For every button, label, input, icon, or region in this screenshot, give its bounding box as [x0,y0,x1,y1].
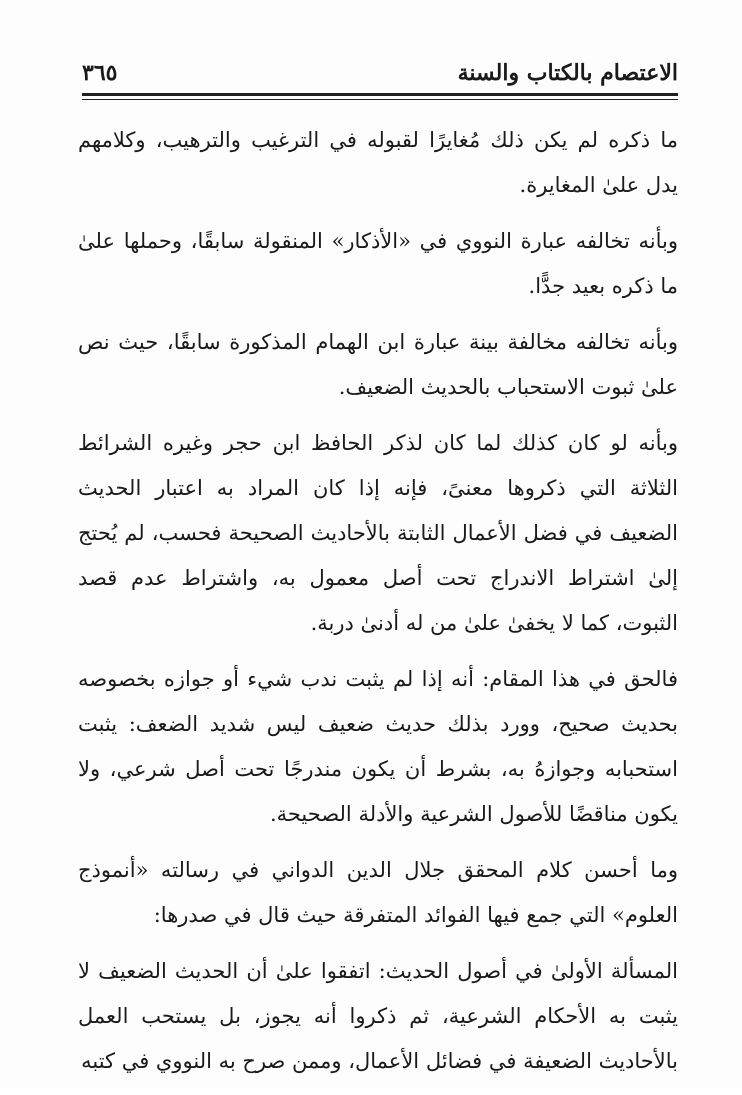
paragraph: وبأنه لو كان كذلك لما كان لذكر الحافظ ابن حجر وغيره الشرائط الثلاثة التي ذكروها معنىً، فإنه إذا كان المراد به اعتبار الحديث الضعيف في فضل الأعمال الثابتة بالأحاديث الصحيحة فحسب، لم يُحتج إلىٰ اشتراط الاندراج تحت أصل معمول به، واشتراط عدم قصد الثبوت، كما لا يخفىٰ علىٰ من له أدنىٰ دربة. [78,431,678,635]
paragraph: وما أحسن كلام المحقق جلال الدين الدواني في رسالته «أنموذج العلوم» التي جمع فيها الفوائد المتفرقة حيث قال في صدرها: [78,858,678,927]
page-header [82,58,678,92]
paragraph: المسألة الأولىٰ في أصول الحديث: اتفقوا علىٰ أن الحديث الضعيف لا يثبت به الأحكام الشرعية، ثم ذكروا أنه يجوز، بل يستحب العمل بالأحاديث الضعيفة في فضائل الأعمال، وممن صرح به النووي في كتبه [78,959,678,1073]
page-number: ٣٦٥ [82,60,118,86]
header-rule-thick [82,93,678,96]
header-rule-thin [82,99,678,100]
paragraph: وبأنه تخالفه عبارة النووي في «الأذكار» المنقولة سابقًا، وحملها علىٰ ما ذكره بعيد جدًّا. [78,229,678,298]
paragraph: ما ذكره لم يكن ذلك مُغايرًا لقبوله في الترغيب والترهيب، وكلامهم يدل علىٰ المغايرة. [78,128,678,197]
body-text [78,118,678,1095]
paragraph: وبأنه تخالفه مخالفة بينة عبارة ابن الهمام المذكورة سابقًا، حيث نص علىٰ ثبوت الاستحباب بالحديث الضعيف. [78,330,678,399]
paragraph: فالحق في هذا المقام: أنه إذا لم يثبت ندب شيء أو جوازه بخصوصه بحديث صحيح، وورد بذلك حديث ضعيف ليس شديد الضعف: يثبت استحبابه وجوازهُ به، بشرط أن يكون مندرجًا تحت أصل شرعي، ولا يكون مناقضًا للأصول الشرعية والأدلة الصحيحة. [78,667,678,826]
running-title: الاعتصام بالكتاب والسنة [457,60,678,86]
